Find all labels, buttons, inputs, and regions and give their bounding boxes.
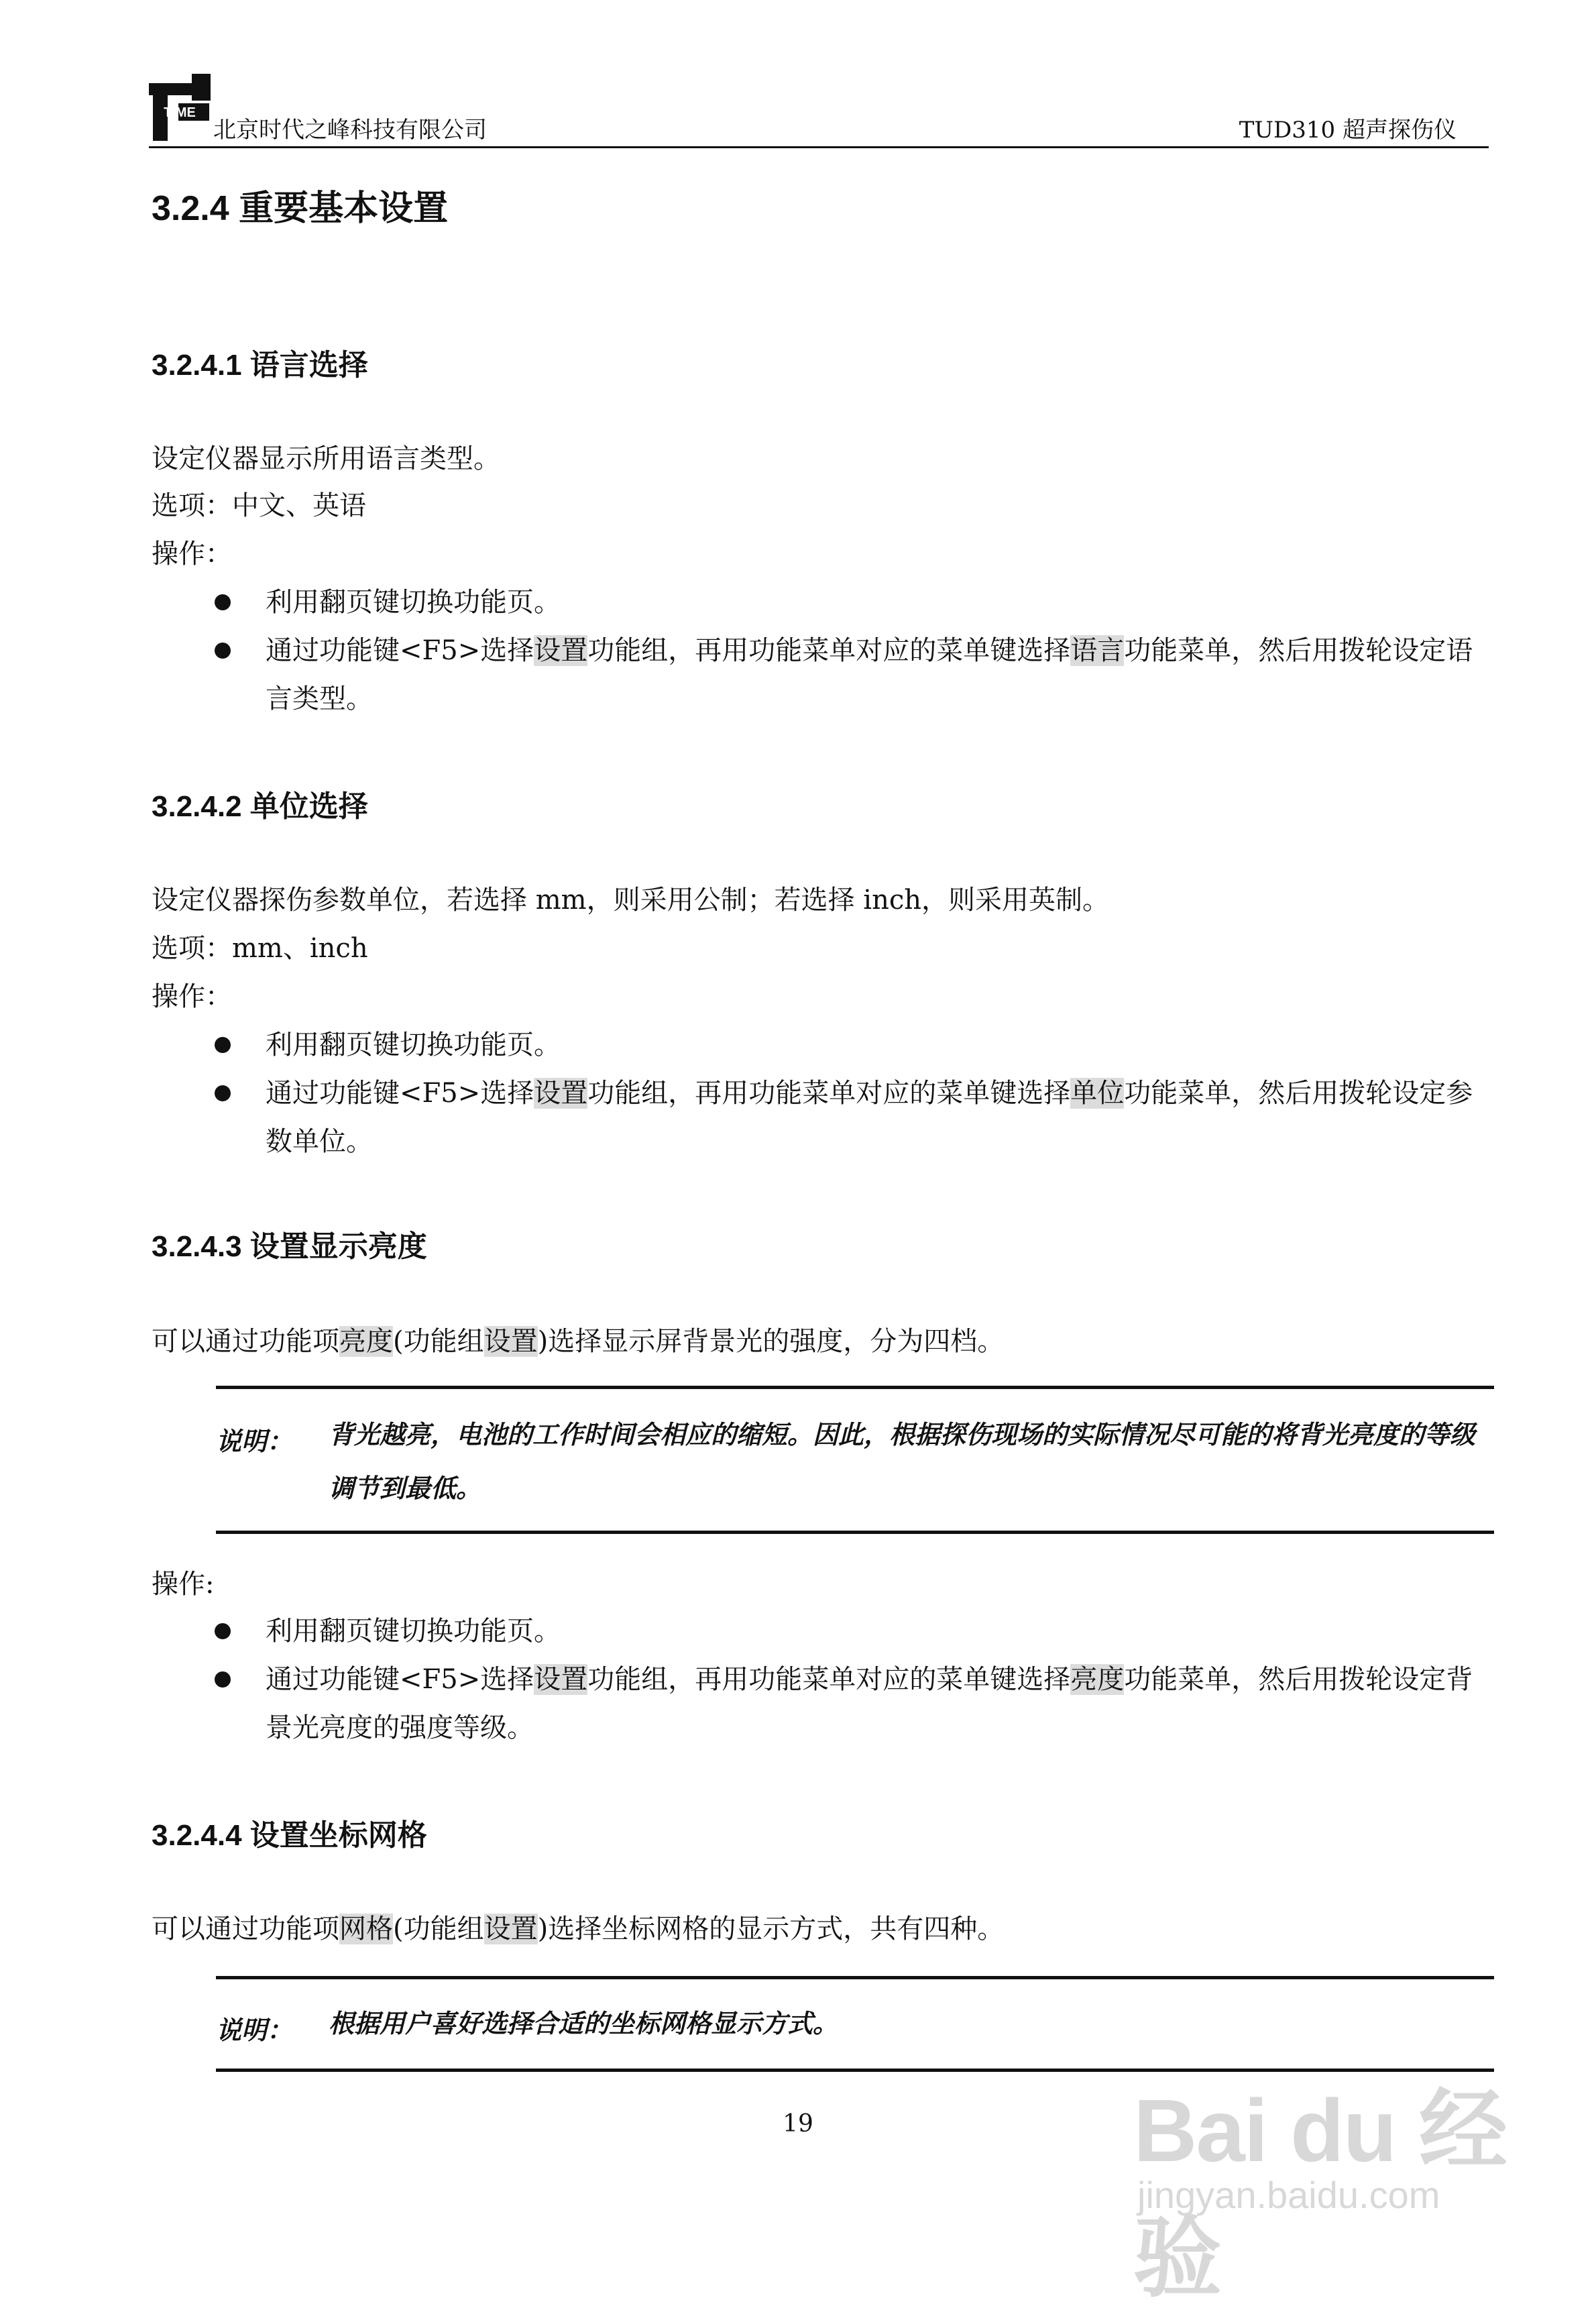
baidu-watermark: [1133, 2039, 1509, 2307]
bullet-dot: [215, 1085, 231, 1101]
ui-term-brightness: 亮度: [339, 1326, 393, 1357]
language-step-1: 利用翻页键切换功能页。: [266, 587, 561, 618]
page-number: 19: [783, 2110, 813, 2138]
bullet-dot: [215, 643, 231, 659]
bullet-dot: [215, 1623, 231, 1639]
logo-text: TIME: [164, 105, 196, 120]
note-text: 背光越亮，电池的工作时间会相应的缩短。因此，根据探伤现场的实际情况尽可能的将背光亮度的等级调节到最低。: [329, 1421, 1476, 1503]
brightness-step-2: 通过功能键<F5>选择设置功能组，再用功能菜单对应的菜单键选择亮度功能菜单，然后用拨轮设定背景光亮度的强度等级。: [266, 1664, 1473, 1743]
note-divider-top: [216, 1976, 1494, 1979]
ui-term-settings: 设置: [483, 1326, 538, 1357]
bullet-dot: [215, 594, 231, 610]
header-company: 北京时代之峰科技有限公司: [213, 117, 487, 144]
bullet-dot: [215, 1037, 231, 1053]
ui-term-settings: 设置: [534, 1078, 588, 1109]
header-product: TUD310 超声探伤仪: [1239, 117, 1457, 144]
ui-term-settings: 设置: [534, 635, 588, 666]
unit-op-label: 操作：: [152, 981, 232, 1012]
unit-step-1: 利用翻页键切换功能页。: [266, 1030, 561, 1060]
ui-term-brightness: 亮度: [1070, 1664, 1125, 1695]
note-label: 说明：: [216, 1428, 293, 1456]
brightness-op-label: 操作:: [152, 1569, 215, 1600]
unit-desc: 设定仪器探伤参数单位，若选择 mm，则采用公制；若选择 inch，则采用英制。: [152, 885, 1110, 916]
ui-term-grid: 网格: [339, 1914, 393, 1944]
ui-term-settings: 设置: [534, 1664, 588, 1695]
unit-step-2: 通过功能键<F5>选择设置功能组，再用功能菜单对应的菜单键选择单位功能菜单，然后用拨轮设定参数单位。: [266, 1078, 1473, 1157]
grid-desc: 可以通过功能项网格(功能组设置)选择坐标网格的显示方式，共有四种。: [152, 1914, 1005, 1944]
note-label: 说明：: [216, 2017, 293, 2045]
bullet-dot: [215, 1671, 231, 1688]
ui-term-unit: 单位: [1070, 1078, 1125, 1109]
heading-language: 3.2.4.1 语言选择: [152, 349, 368, 382]
ui-term-settings: 设置: [483, 1914, 538, 1944]
note-text: 根据用户喜好选择合适的坐标网格显示方式。: [329, 2010, 839, 2038]
heading-brightness: 3.2.4.3 设置显示亮度: [152, 1230, 427, 1263]
ui-term-language: 语言: [1070, 635, 1125, 666]
heading-unit: 3.2.4.2 单位选择: [152, 790, 368, 823]
note-divider-top: [216, 1386, 1494, 1389]
unit-options: 选项：mm、inch: [152, 933, 368, 964]
heading-grid: 3.2.4.4 设置坐标网格: [152, 1819, 427, 1852]
company-logo: [149, 74, 211, 141]
language-op-label: 操作：: [152, 539, 232, 569]
section-title: 3.2.4 重要基本设置: [152, 189, 449, 228]
language-options: 选项：中文、英语: [152, 490, 366, 521]
brightness-desc: 可以通过功能项亮度(功能组设置)选择显示屏背景光的强度，分为四档。: [152, 1326, 1005, 1357]
header-divider: [149, 146, 1489, 148]
note-divider-bottom: [216, 1531, 1494, 1534]
brightness-step-1: 利用翻页键切换功能页。: [266, 1616, 561, 1647]
language-desc: 设定仪器显示所用语言类型。: [152, 443, 500, 474]
watermark-url: jingyan.baidu.com: [1137, 2174, 1440, 2216]
watermark-logo: Bai du 经验: [1133, 2081, 1507, 2307]
language-step-2: 通过功能键<F5>选择设置功能组，再用功能菜单对应的菜单键选择语言功能菜单，然后用拨轮设定语言类型。: [266, 635, 1473, 714]
